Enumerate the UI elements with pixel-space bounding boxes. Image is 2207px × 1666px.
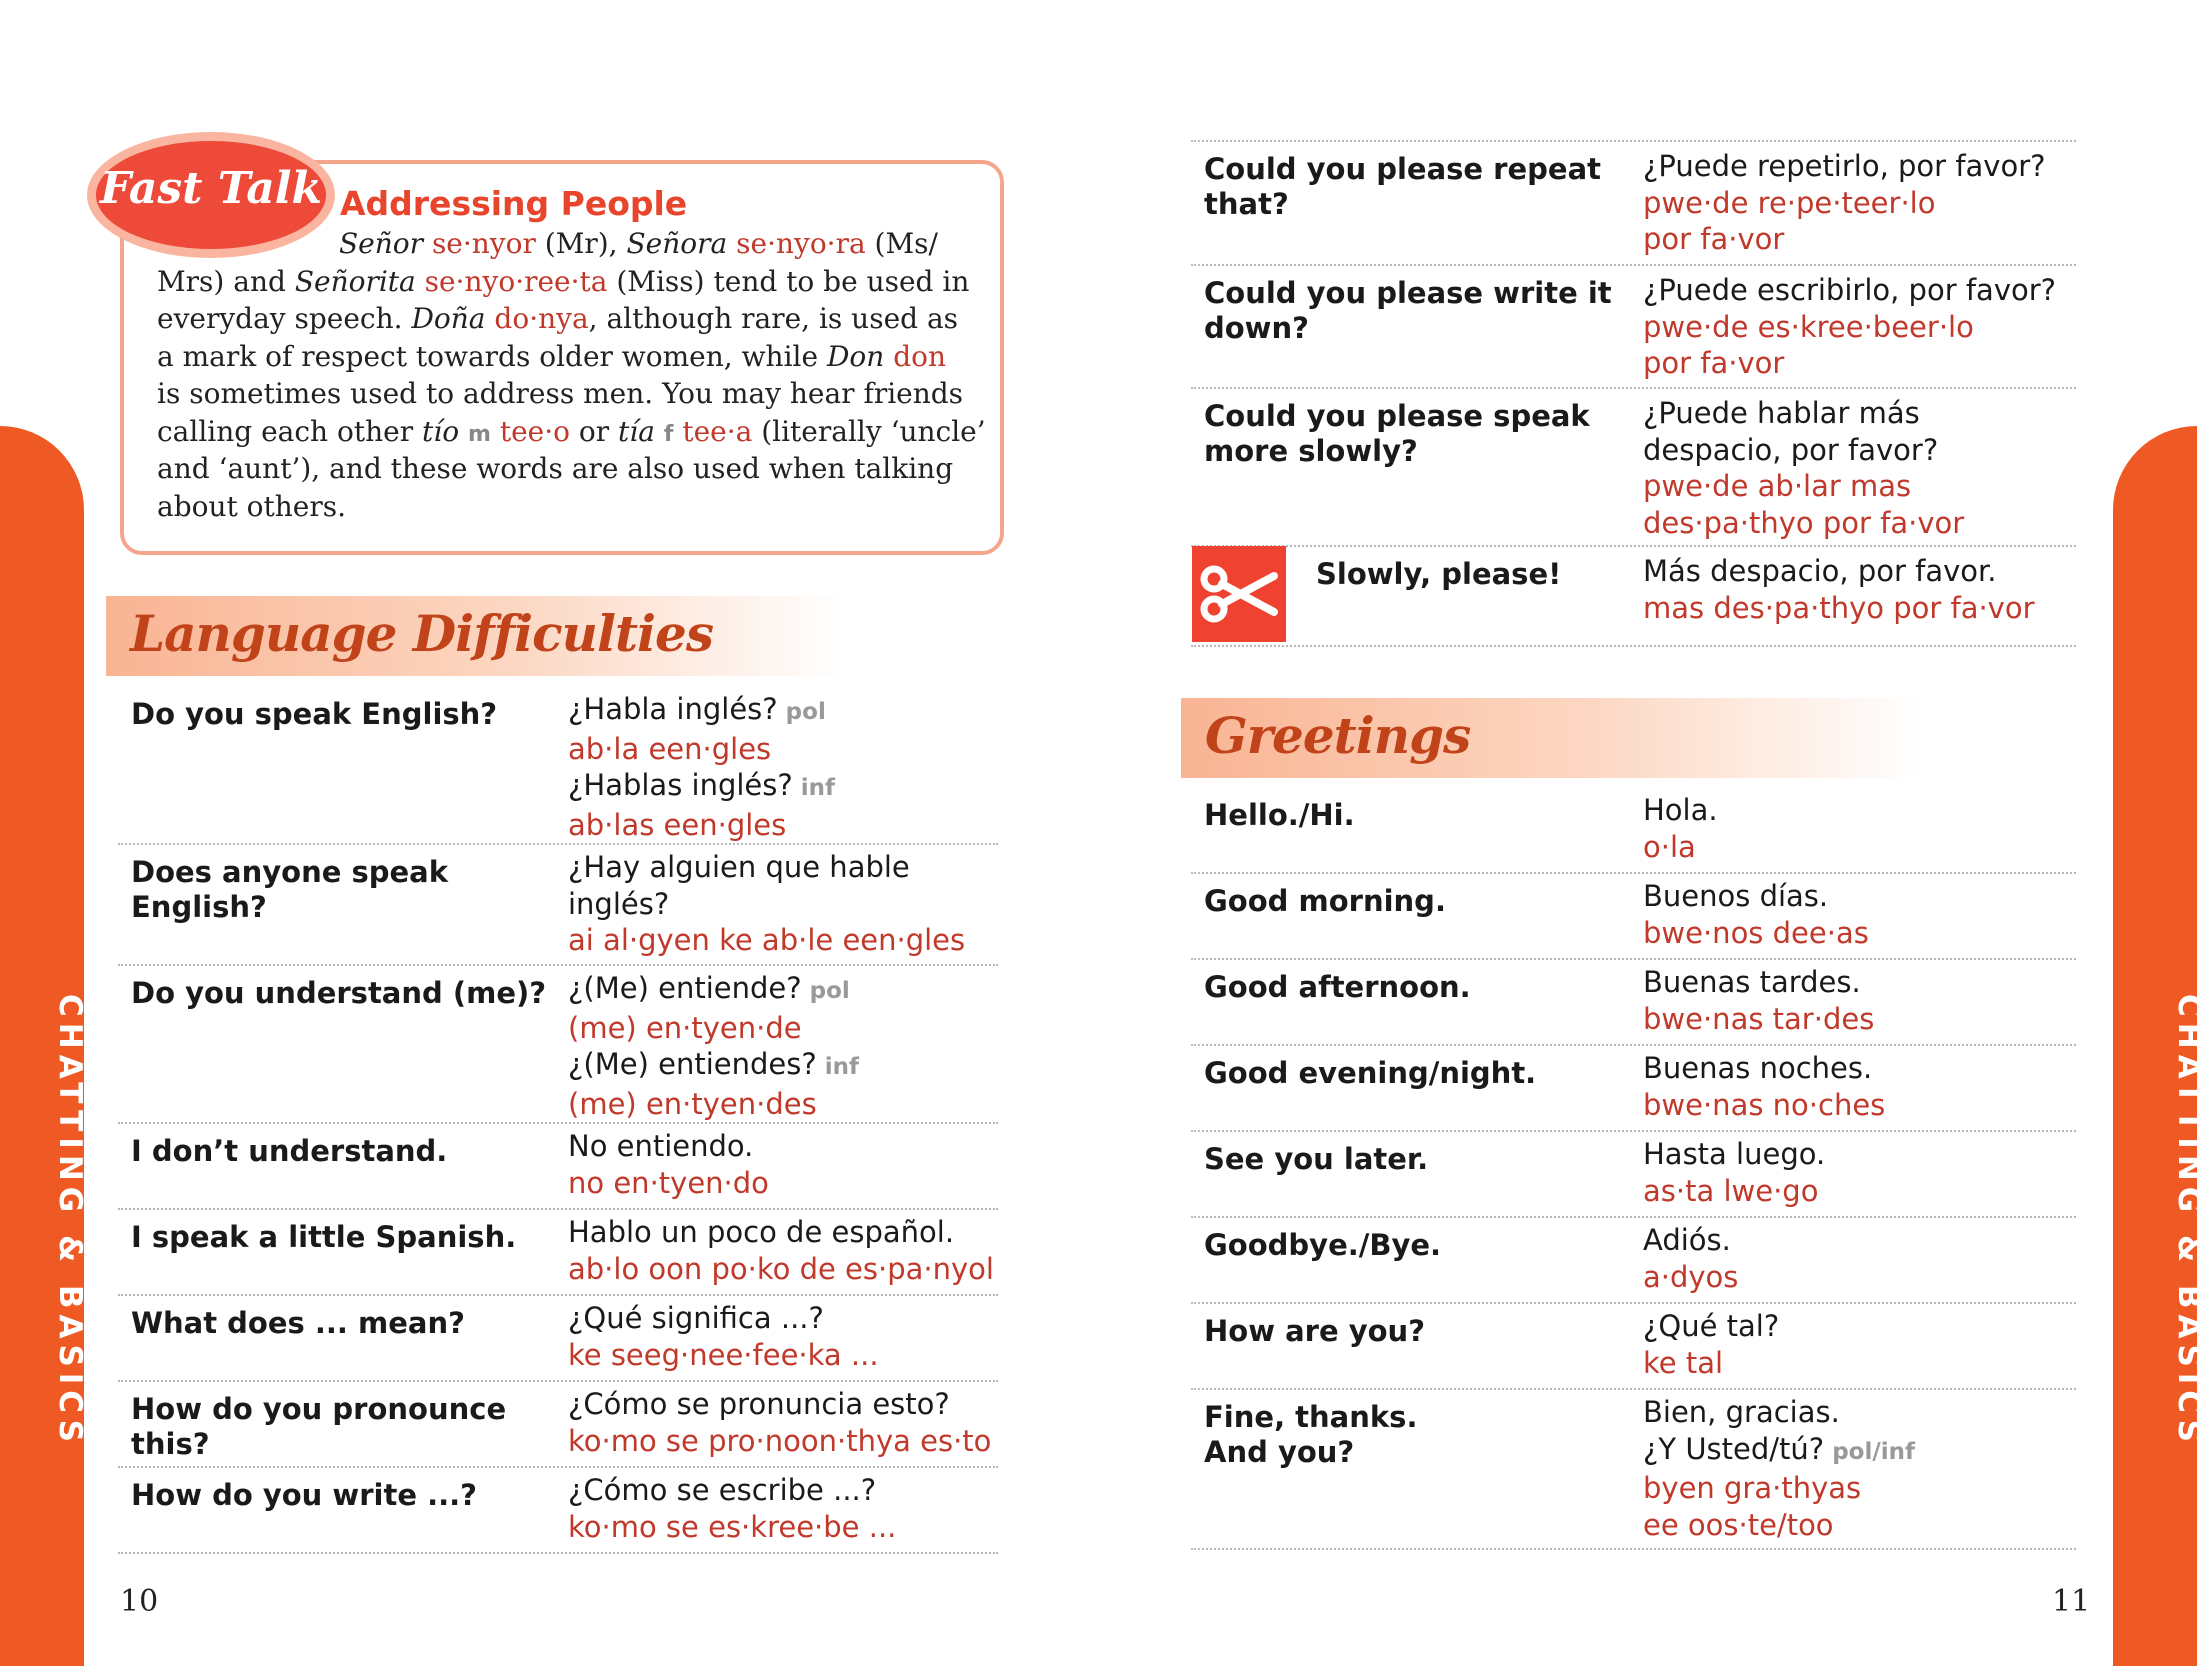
pronunciation: no en·tyen·do <box>568 1165 769 1200</box>
page-number-left: 10 <box>120 1584 159 1619</box>
pronunciation: ee oos·te/too <box>1643 1507 1834 1542</box>
phrase-english: Good afternoon. <box>1204 970 1471 1004</box>
phrase-english: How do you write ...? <box>131 1478 477 1512</box>
phrase-row <box>1191 1390 2076 1550</box>
spanish-text <box>1643 1431 1915 1471</box>
spanish-text <box>1643 395 1964 432</box>
phrase-row <box>1191 960 2076 1046</box>
phrase-english: What does ... mean? <box>131 1306 465 1340</box>
section-banner-greetings <box>1181 698 1921 778</box>
fast-talk-text: is sometimes used to address men. You may hear friends <box>157 377 964 410</box>
spanish-phrase: Hola. <box>1643 793 1718 827</box>
fast-talk-text: Doña <box>411 302 486 335</box>
fast-talk-line <box>157 263 977 301</box>
pronunciation: (me) en·tyen·de <box>568 1010 802 1045</box>
spanish-text <box>568 1046 859 1086</box>
requests-table <box>1191 140 2076 647</box>
spanish-text <box>1643 553 2035 590</box>
register-tag: pol <box>801 978 850 1004</box>
spanish-phrase: Buenas noches. <box>1643 1051 1873 1085</box>
spanish-phrase: Buenas tardes. <box>1643 965 1861 999</box>
phrase-spanish <box>1643 272 2056 382</box>
phrase-spanish <box>568 1386 991 1459</box>
fast-talk-text <box>884 340 893 373</box>
spanish-phrase: ¿Y Usted/tú? <box>1643 1431 1825 1466</box>
phrase-row <box>118 845 998 966</box>
phrase-english: Does anyone speak English? <box>131 855 449 924</box>
phrase-english: Good morning. <box>1204 884 1446 918</box>
spanish-phrase: ¿Qué significa ...? <box>568 1301 824 1335</box>
spanish-phrase: No entiendo. <box>568 1129 754 1163</box>
spanish-text <box>568 1386 991 1423</box>
phrase-spanish <box>1643 1308 1779 1381</box>
phrase-spanish <box>1643 553 2035 626</box>
phrase-row <box>1191 547 2076 647</box>
pronunciation: ke tal <box>1643 1345 1724 1380</box>
side-tab-label: CHATTING & BASICS <box>2171 994 2207 1448</box>
section-banner-language-difficulties <box>106 596 846 676</box>
pronunciation: ab·lo oon po·ko de es·pa·nyol <box>568 1251 994 1286</box>
phrase-row <box>1191 788 2076 874</box>
fast-talk-text: and ‘aunt’), and these words are also used when talking <box>157 452 954 485</box>
pronunciation: tee·a <box>682 414 753 448</box>
fast-talk-line <box>157 300 977 338</box>
fast-talk-text: (Ms/ <box>865 227 938 260</box>
fast-talk-text: , although rare, is used as <box>588 302 959 335</box>
fast-talk-text <box>673 415 682 448</box>
fast-talk-text: Don <box>826 339 885 373</box>
spanish-phrase: ¿Puede hablar más <box>1643 396 1920 430</box>
phrase-row <box>1191 1304 2076 1390</box>
phrase-spanish <box>1643 1136 1825 1209</box>
spanish-text <box>568 886 965 923</box>
language-difficulties-table <box>118 687 998 1554</box>
spanish-phrase: Bien, gracias. <box>1643 1395 1840 1429</box>
fast-talk-text: tío <box>421 414 460 448</box>
phrase-spanish <box>1643 964 1874 1037</box>
pronunciation: bwe·nas no·ches <box>1643 1087 1886 1122</box>
phrase-english: See you later. <box>1204 1142 1429 1176</box>
phrase-english: Do you understand (me)? <box>131 976 547 1010</box>
phrase-row <box>118 1124 998 1210</box>
spanish-text <box>1643 964 1874 1001</box>
section-heading: Language Difficulties <box>130 604 714 663</box>
phrase-english: Fine, thanks. And you? <box>1204 1400 1418 1469</box>
fast-talk-text: (Miss) tend to be used in <box>607 264 970 298</box>
fast-talk-text <box>459 415 468 448</box>
pronunciation: bwe·nas tar·des <box>1643 1001 1875 1036</box>
phrase-row <box>118 1382 998 1468</box>
spanish-phrase: ¿Puede escribirlo, por favor? <box>1643 273 2057 307</box>
spanish-text <box>568 1214 994 1251</box>
pronunciation: ke seeg·nee·fee·ka ... <box>568 1337 879 1372</box>
fast-talk-text: Señora <box>626 227 728 260</box>
spanish-text <box>568 970 859 1010</box>
spanish-text <box>568 1300 879 1337</box>
phrase-english: Could you please speak more slowly? <box>1204 399 1590 468</box>
fast-talk-text: tía <box>618 414 655 448</box>
spanish-phrase: ¿Cómo se pronuncia esto? <box>568 1387 950 1421</box>
phrase-spanish <box>1643 1222 1738 1295</box>
spanish-phrase: Más despacio, por favor. <box>1643 554 1997 588</box>
fast-talk-text: (Mr), <box>535 227 627 260</box>
spanish-phrase: Hasta luego. <box>1643 1137 1826 1171</box>
spanish-text <box>1643 792 1718 829</box>
spanish-text <box>568 691 835 731</box>
phrase-row <box>118 687 998 845</box>
phrase-spanish <box>568 970 859 1122</box>
side-tab-right <box>2113 426 2207 1666</box>
pronunciation: a·dyos <box>1643 1259 1739 1294</box>
gender-tag: f <box>663 421 674 447</box>
phrase-spanish <box>568 849 965 959</box>
phrase-english: Hello./Hi. <box>1204 798 1355 832</box>
spanish-text <box>1643 432 1964 469</box>
phrase-spanish <box>1643 792 1718 865</box>
pronunciation: pwe·de es·kree·beer·lo <box>1643 309 1974 344</box>
pronunciation: (me) en·tyen·des <box>568 1086 817 1121</box>
phrase-row <box>118 1468 998 1554</box>
pronunciation: por fa·vor <box>1643 222 1785 256</box>
pronunciation: des·pa·thyo por fa·vor <box>1643 505 1965 540</box>
fast-talk-line <box>157 225 977 263</box>
phrase-row <box>1191 1046 2076 1132</box>
phrase-english: How do you pronounce this? <box>131 1392 507 1461</box>
fast-talk-badge-label: Fast Talk <box>100 163 322 214</box>
phrase-spanish <box>1643 148 2046 258</box>
spanish-text <box>568 1128 769 1165</box>
phrase-row <box>118 1296 998 1382</box>
spanish-phrase: ¿Cómo se escribe ...? <box>568 1473 877 1507</box>
register-tag: pol <box>777 699 826 725</box>
fast-talk-text <box>416 265 425 298</box>
section-heading: Greetings <box>1205 706 1471 765</box>
pronunciation: o·la <box>1643 829 1696 864</box>
spanish-text <box>568 1472 896 1509</box>
phrase-row <box>1191 1218 2076 1304</box>
fast-talk-text: about others. <box>157 489 347 523</box>
spanish-phrase: inglés? <box>568 886 670 921</box>
spanish-phrase: Adiós. <box>1643 1223 1731 1257</box>
scissors-icon <box>1192 546 1286 642</box>
pronunciation: byen gra·thyas <box>1643 1471 1862 1505</box>
pronunciation: ai al·gyen ke ab·le een·gles <box>568 923 966 957</box>
side-tab-label: CHATTING & BASICS <box>52 994 88 1448</box>
gender-tag: m <box>467 421 491 447</box>
fast-talk-body <box>157 225 986 525</box>
pronunciation: por fa·vor <box>1643 346 1785 380</box>
phrase-row <box>1191 142 2076 266</box>
phrase-spanish <box>568 1472 896 1545</box>
spanish-phrase: ¿Habla inglés? <box>568 692 778 726</box>
spanish-text <box>1643 148 2046 185</box>
fast-talk-text: Señor <box>339 227 424 260</box>
pronunciation: do·nya <box>494 302 589 335</box>
pronunciation: ab·la een·gles <box>568 731 772 766</box>
spanish-text <box>1643 1136 1825 1173</box>
register-tag: pol/inf <box>1824 1438 1916 1465</box>
phrase-spanish <box>568 1300 879 1373</box>
phrase-english: I don’t understand. <box>131 1134 448 1168</box>
phrase-spanish <box>1643 1050 1885 1123</box>
register-tag: inf <box>816 1054 860 1080</box>
fast-talk-text: (literally ‘uncle’ <box>752 414 986 448</box>
fast-talk-text: Señorita <box>294 264 416 298</box>
fast-talk-line <box>157 338 977 376</box>
spanish-text <box>1643 272 2056 309</box>
spanish-text <box>1643 1050 1885 1087</box>
phrase-row <box>118 1210 998 1296</box>
spanish-phrase: ¿(Me) entiende? <box>568 971 802 1005</box>
fast-talk-text <box>423 227 432 260</box>
spanish-phrase: ¿(Me) entiendes? <box>568 1047 817 1081</box>
pronunciation: se·nyo·ree·ta <box>424 264 608 298</box>
phrase-spanish <box>568 1214 994 1287</box>
phrase-spanish <box>568 691 835 843</box>
fast-talk-line <box>157 450 977 488</box>
side-tab-left <box>0 426 88 1666</box>
phrase-row <box>118 966 998 1124</box>
spanish-text <box>1643 878 1869 915</box>
fast-talk-text: calling each other <box>157 414 422 448</box>
phrase-row <box>1191 1132 2076 1218</box>
phrase-english: How are you? <box>1204 1314 1426 1348</box>
phrase-english: Goodbye./Bye. <box>1204 1228 1442 1262</box>
fast-talk-text: a mark of respect towards older women, while <box>157 339 827 373</box>
pronunciation: ko·mo se pro·noon·thya es·to <box>568 1423 992 1458</box>
phrase-spanish <box>1643 395 1964 541</box>
fast-talk-text <box>727 227 736 260</box>
spanish-text <box>568 767 835 807</box>
pronunciation: se·nyo·ra <box>736 227 866 260</box>
pronunciation: bwe·nos dee·as <box>1643 915 1869 950</box>
fast-talk-line <box>157 488 977 526</box>
fast-talk-text: Mrs) and <box>157 264 295 298</box>
spanish-phrase: ¿Hablas inglés? <box>568 768 793 802</box>
spanish-phrase: despacio, por favor? <box>1643 432 1939 467</box>
spanish-phrase: Hablo un poco de español. <box>568 1215 955 1249</box>
phrase-english: I speak a little Spanish. <box>131 1220 517 1254</box>
fast-talk-text <box>655 415 664 448</box>
fast-talk-text: or <box>569 414 619 448</box>
register-tag: inf <box>792 775 836 801</box>
pronunciation: ko·mo se es·kree·be ... <box>568 1509 897 1544</box>
phrase-english: Good evening/night. <box>1204 1056 1537 1090</box>
spanish-phrase: Buenos días. <box>1643 879 1829 913</box>
fast-talk-text: everyday speech. <box>157 302 412 335</box>
phrase-english: Slowly, please! <box>1316 557 1562 591</box>
phrase-english: Could you please write it down? <box>1204 276 1612 345</box>
fast-talk-line <box>157 413 986 451</box>
spanish-text <box>568 849 965 886</box>
greetings-table <box>1191 788 2076 1550</box>
spanish-text <box>1643 1394 1915 1431</box>
fast-talk-text <box>491 415 500 448</box>
spanish-phrase: ¿Hay alguien que hable <box>568 850 910 884</box>
phrase-english: Do you speak English? <box>131 697 498 731</box>
phrase-spanish <box>1643 878 1869 951</box>
spanish-text <box>1643 1222 1738 1259</box>
spanish-phrase: ¿Puede repetirlo, por favor? <box>1643 149 2046 183</box>
pronunciation: don <box>893 339 947 373</box>
pronunciation: ab·las een·gles <box>568 807 787 842</box>
phrase-spanish <box>568 1128 769 1201</box>
pronunciation: as·ta lwe·go <box>1643 1173 1819 1208</box>
pronunciation: mas des·pa·thyo por fa·vor <box>1643 590 2035 625</box>
phrase-row <box>1191 389 2076 547</box>
spanish-phrase: ¿Qué tal? <box>1643 1309 1780 1343</box>
page-number-right: 11 <box>2052 1584 2091 1619</box>
phrase-row <box>1191 874 2076 960</box>
phrase-row <box>1191 266 2076 389</box>
pronunciation: pwe·de ab·lar mas <box>1643 469 1912 503</box>
fast-talk-title: Addressing People <box>340 184 688 223</box>
pronunciation: tee·o <box>499 414 570 448</box>
pronunciation: pwe·de re·pe·teer·lo <box>1643 185 1936 220</box>
spanish-text <box>1643 1308 1779 1345</box>
phrase-spanish <box>1643 1394 1915 1543</box>
pronunciation: se·nyor <box>431 227 536 260</box>
fast-talk-line <box>157 375 977 413</box>
phrase-english: Could you please repeat that? <box>1204 152 1602 221</box>
